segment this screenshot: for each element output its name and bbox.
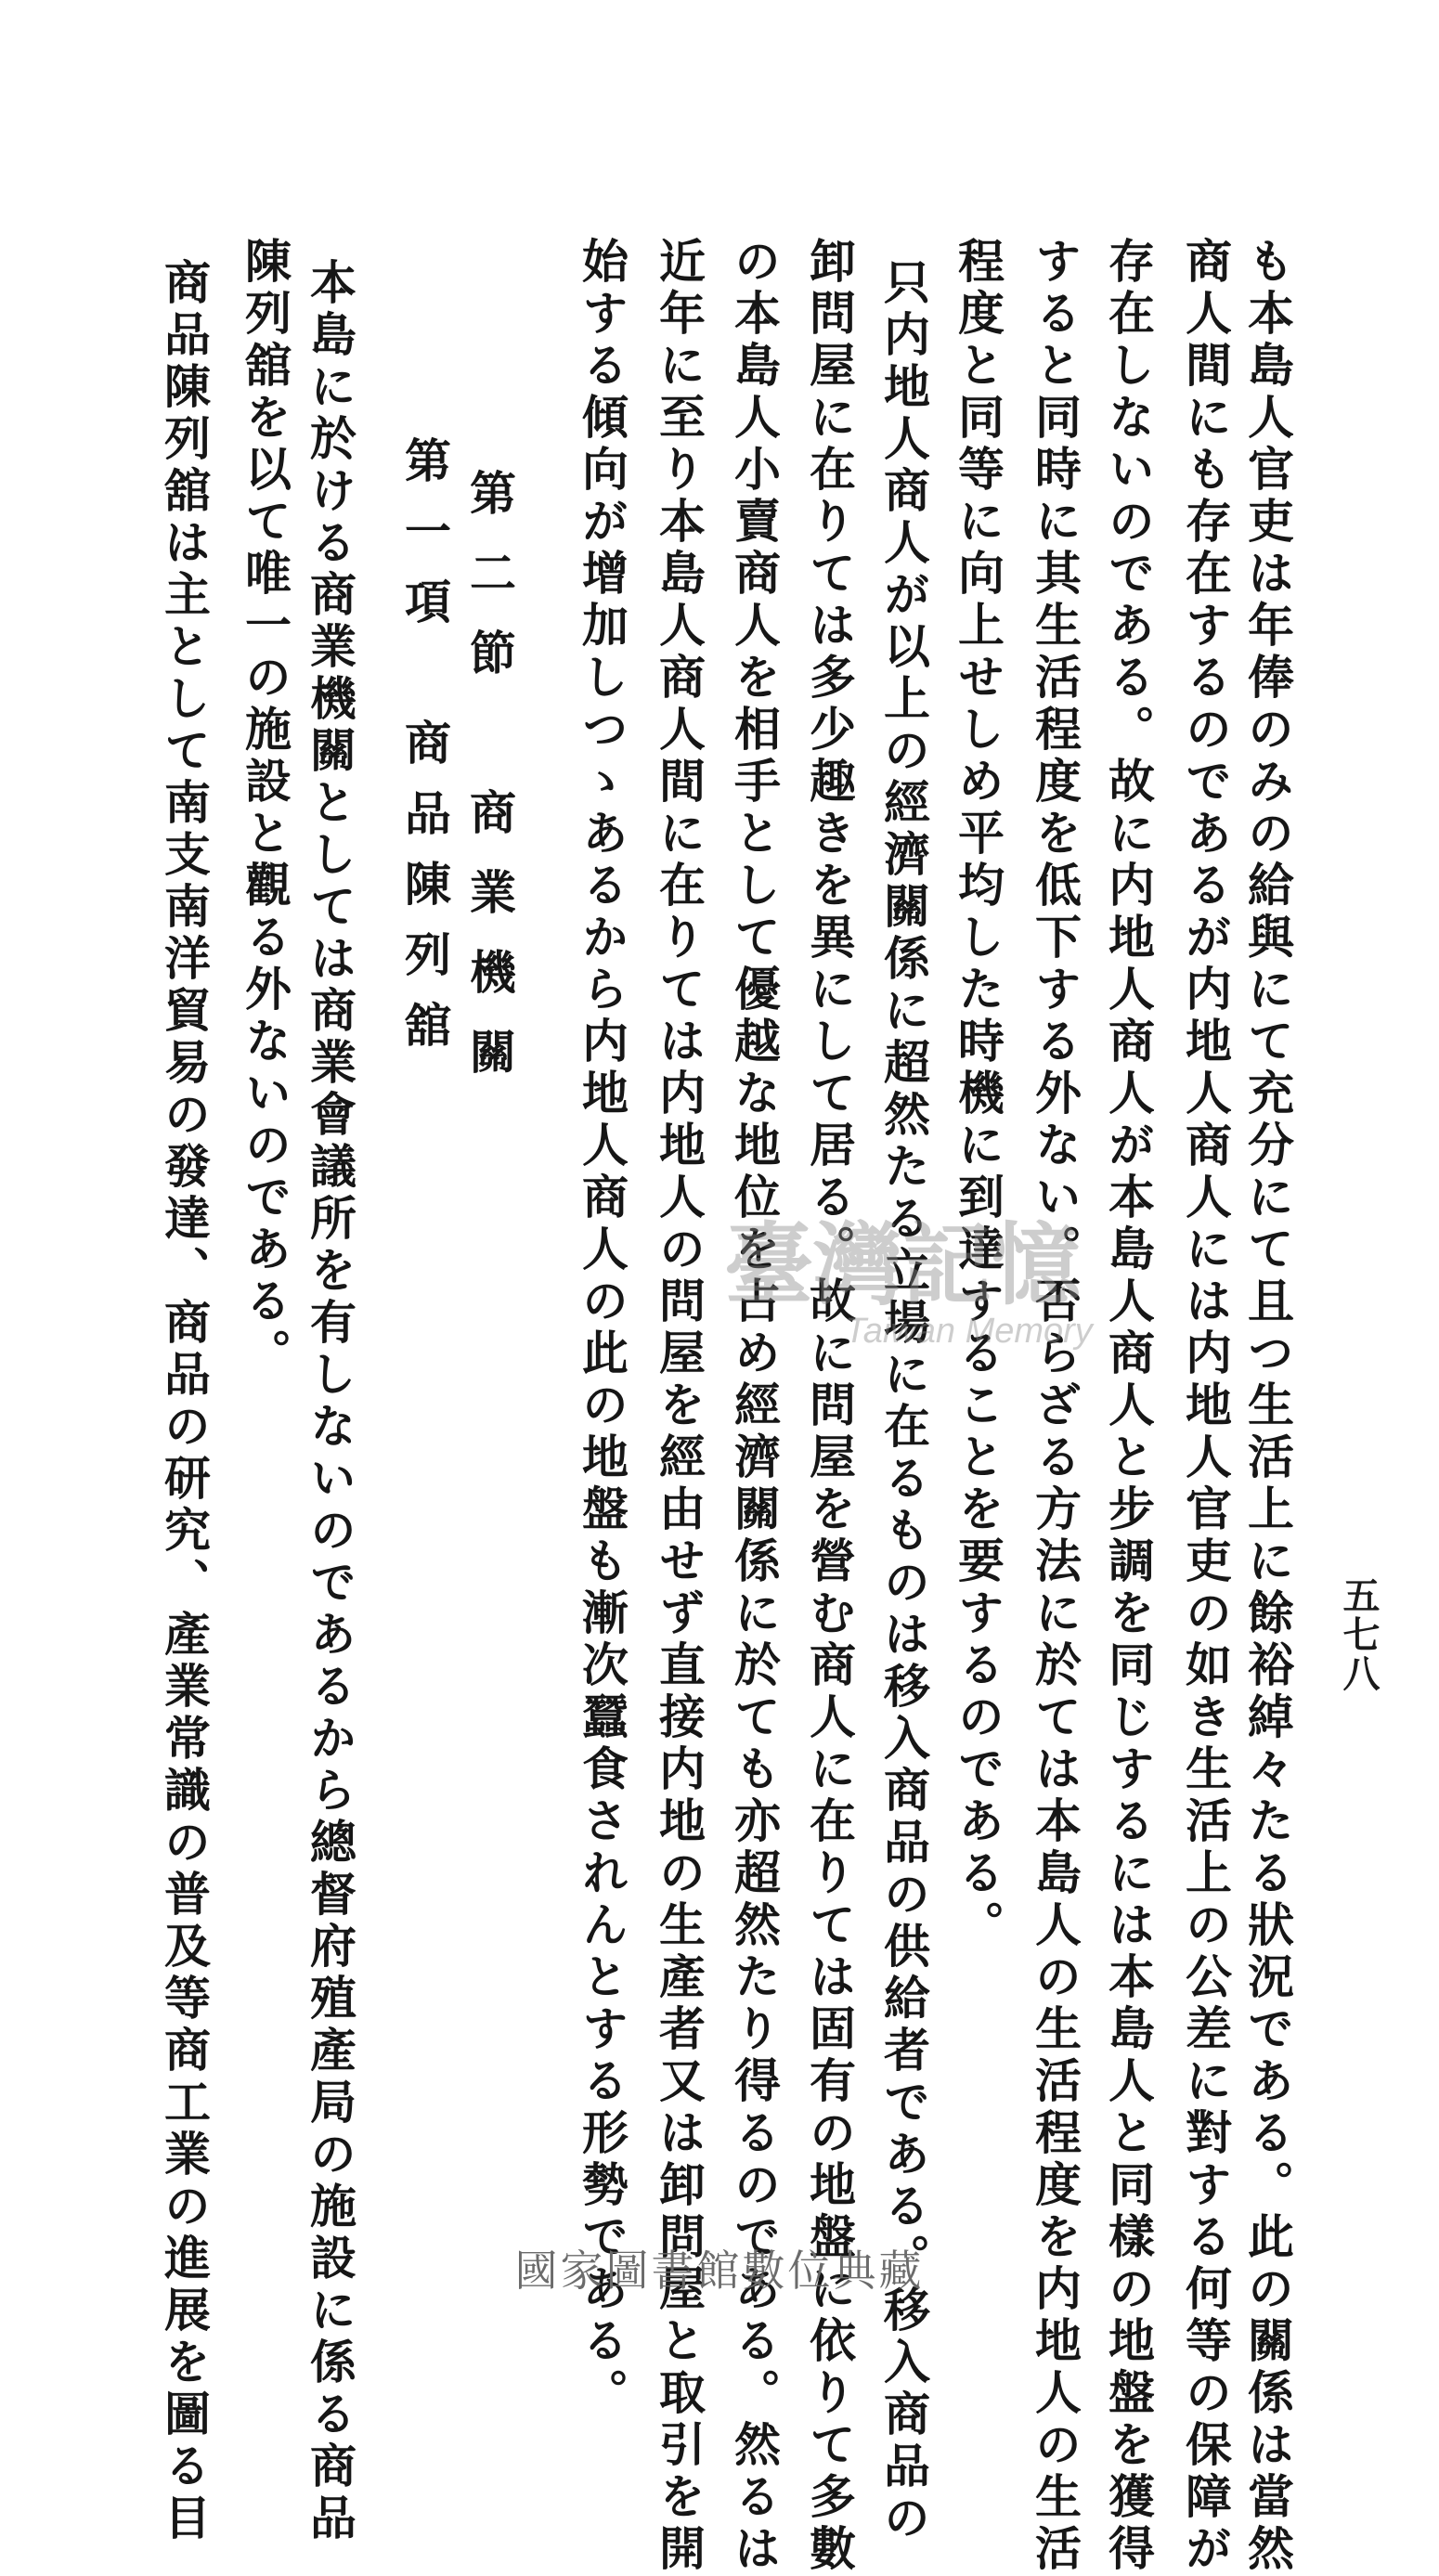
text-column-2: 商人間にも存在するのであるが内地人商人には内地人官吏の如き生活上の公差に對する何等の保障が xyxy=(1178,237,1233,2576)
text-column-4: すると同時に其生活程度を低下する外ない。否らざる方法に於ては本島人の生活程度を内地人の生活 xyxy=(1028,237,1082,2576)
text-column-7: 卸問屋に在りては多少趣きを異にして居る。故に問屋を營む商人に在りては固有の地盤に依りて多數 xyxy=(802,237,857,2576)
text-column-9: 近年に至り本島人商人間に在りては内地人の問屋を經由せず直接内地の生產者又は卸問屋と取引を開 xyxy=(652,237,707,2576)
section-heading: 第二節 商業機關 xyxy=(462,469,517,1107)
text-column-6: 只内地人商人が以上の經濟關係に超然たる立場に在るものは移入商品の供給者である。移入商品の xyxy=(876,258,931,2545)
text-column-8: の本島人小賣商人を相手として優越な地位を占め經濟關係に於ても亦超然たり得るのである。然るは xyxy=(727,237,782,2576)
text-column-11: 本島に於ける商業機關としては商業會議所を有しないのであるから總督府殖產局の施設に係る商品 xyxy=(303,258,357,2545)
watermark-latin: Taiwan Memory xyxy=(845,1312,1093,1351)
subsection-heading: 第一項 商品陳列舘 xyxy=(397,436,452,1071)
text-column-5: 程度と同等に向上せしめ平均した時機に到達することを要するのである。 xyxy=(951,237,1005,1952)
text-column-10: 始する傾向が增加しつゝあるから内地人商人の此の地盤も漸次蠶食されんとする形勢である。 xyxy=(575,237,629,2420)
text-column-1: も本島人官吏は年俸のみの給與にて充分にて且つ生活上に餘裕綽々たる狀況である。此の關係は當然 xyxy=(1240,237,1295,2576)
text-column-12: 陳列舘を以て唯一の施設と觀る外ないのである。 xyxy=(238,237,292,1380)
text-column-3: 存在しないのである。故に内地人商人が本島人商人と步調を同じするには本島人と同樣の地盤を獲得 xyxy=(1101,237,1156,2576)
page-number: 五七八 xyxy=(1337,1576,1381,1693)
footer-credit: 國家圖書館數位典藏 xyxy=(514,2246,925,2296)
text-column-13: 商品陳列舘は主として南支南洋貿易の發達、商品の研究、產業常識の普及等商工業の進展を圖る目 xyxy=(157,258,212,2545)
watermark-cjk: 臺灣記憶 xyxy=(724,1212,1081,1317)
